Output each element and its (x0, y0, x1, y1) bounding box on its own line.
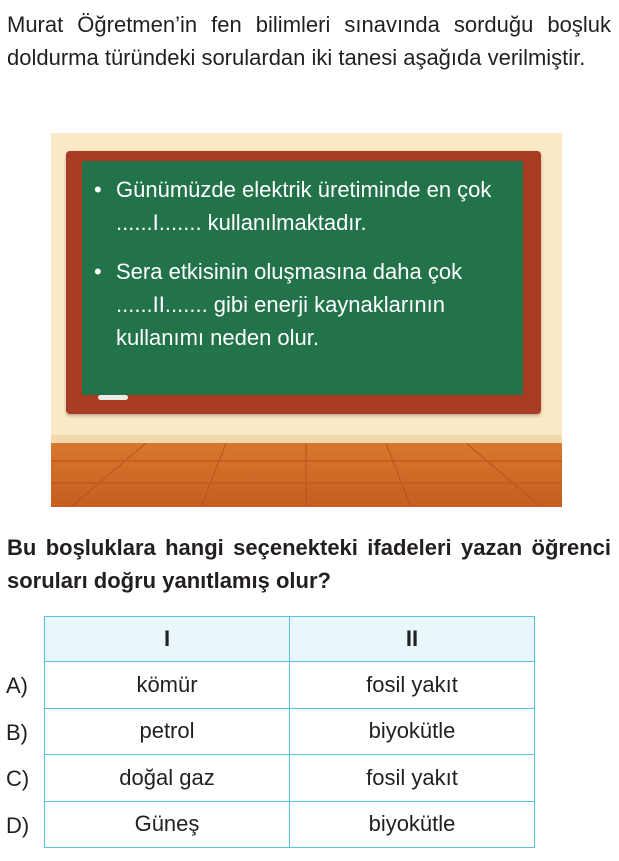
board-item-text: Sera etkisinin oluşmasına daha çok ......II....... gibi enerji kaynaklarının kullanımı neden olur. (116, 259, 463, 350)
table-cell: petrol (45, 708, 290, 755)
option-letter-c[interactable]: C) (6, 766, 30, 791)
board-item-1 (92, 173, 516, 239)
table-cell: biyokütle (290, 708, 535, 755)
table-cell: Güneş (45, 801, 290, 848)
table-header-row (45, 617, 535, 662)
chalkboard (82, 161, 523, 395)
option-letter-b[interactable]: B) (6, 719, 28, 745)
board-item-text: Günümüzde elektrik üretiminde en çok ......I....... kullanılmaktadır. (116, 177, 492, 235)
option-letters (6, 663, 40, 849)
table-cell: fosil yakıt (290, 755, 535, 802)
intro-text: Murat Öğretmen’in fen bilimleri sınavında sorduğu boşluk doldurma türündeki sorulardan iki tanesi aşağıda verilmiştir. (7, 12, 611, 70)
option-row-d[interactable] (45, 801, 535, 848)
option-row-b[interactable] (45, 708, 535, 755)
board-item-2 (92, 255, 516, 354)
option-letter-d[interactable]: D) (6, 812, 30, 838)
table-cell: doğal gaz (45, 755, 290, 802)
floor-planks (51, 443, 562, 507)
option-letter-a[interactable]: A) (6, 673, 28, 698)
question-text: Bu boşluklara hangi seçenekteki ifadeleri yazan öğrenci soruları doğru yanıtlamış olur? (7, 535, 611, 593)
wooden-floor (51, 443, 562, 507)
answer-table (44, 616, 535, 848)
option-row-a[interactable] (45, 662, 535, 709)
table-cell: biyokütle (290, 801, 535, 848)
blank-fill-questions (92, 173, 516, 370)
classroom-illustration (51, 133, 562, 507)
chalk-piece (98, 395, 128, 400)
column-header-i: I (45, 617, 290, 662)
option-row-c[interactable] (45, 755, 535, 802)
chalkboard-frame (66, 151, 541, 414)
column-header-ii: II (290, 617, 535, 662)
bullet-icon: • (94, 177, 102, 202)
table-cell: fosil yakıt (290, 662, 535, 709)
table-cell: kömür (45, 662, 290, 709)
baseboard (51, 435, 562, 443)
bullet-icon: • (94, 259, 102, 284)
